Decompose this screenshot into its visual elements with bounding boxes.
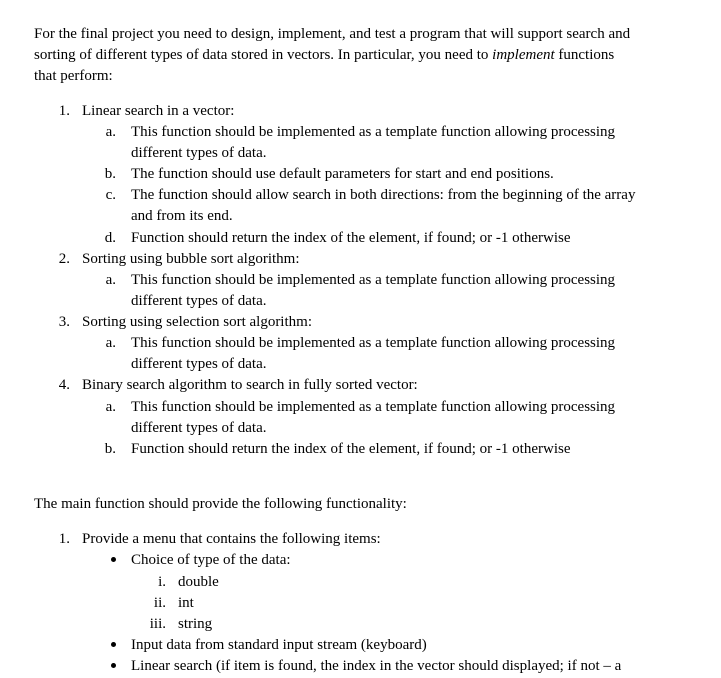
req-4-sub-a-line-1: This function should be implemented as a template function allowing processing [131,399,616,415]
req-4-title: Binary search algorithm to search in fully sorted vector: [82,377,418,393]
req-1-sub-a-line-1: This function should be implemented as a template function allowing processing [131,124,616,140]
req-4-sub-b-line-1: Function should return the index of the element, if found; or -1 otherwise [131,441,571,457]
req-2-marker: 2. [58,251,70,267]
bullet-dot-1 [111,557,116,562]
type-int: int [178,595,194,611]
req-3-sub-a-line-2: different types of data. [131,356,267,372]
req-1-sub-c-line-1: The function should allow search in both directions: from the beginning of the array [131,187,636,203]
bullet-dot-3 [111,663,116,668]
req-4-sub-a-marker: a. [105,399,116,415]
req-1-sub-b-line-1: The function should use default parameters for start and end positions. [131,166,554,182]
req-2-sub-a-marker: a. [105,272,116,288]
intro-line-2-end: functions [554,47,615,63]
bullet-dot-2 [111,642,116,647]
req-3-marker: 3. [58,314,70,330]
intro-emphasis: implement [492,47,555,63]
req-3-title: Sorting using selection sort algorithm: [82,314,312,330]
req-3-sub-a-marker: a. [105,335,116,351]
intro-line-2-text: sorting of different types of data stored in vectors. In particular, you need to [34,47,489,63]
req-1-sub-a-marker: a. [105,124,116,140]
intro-line-2 [34,45,614,66]
type-iii-marker: iii. [149,616,166,632]
req-1-sub-c-line-2: and from its end. [131,208,233,224]
bullet-item-data-type: Choice of type of the data: [131,552,291,568]
intro-line-1: For the final project you need to design, implement, and test a program that will support search and [34,26,631,42]
req-1-marker: 1. [58,103,70,119]
req-1-sub-b-marker: b. [104,166,116,182]
req-1-sub-d-marker: d. [104,230,116,246]
req-3-sub-a-line-1: This function should be implemented as a template function allowing processing [131,335,616,351]
req-4-sub-a-line-2: different types of data. [131,420,267,436]
req-4-marker: 4. [58,377,70,393]
req-4-sub-b-marker: b. [104,441,116,457]
main-section-heading: The main function should provide the following functionality: [34,496,407,512]
req-1-title: Linear search in a vector: [82,103,235,119]
intro-line-3: that perform: [34,68,113,84]
req-1-sub-d-line-1: Function should return the index of the element, if found; or -1 otherwise [131,230,571,246]
req-2-sub-a-line-2: different types of data. [131,293,267,309]
req-1-sub-c-marker: c. [105,187,116,203]
type-double: double [178,574,219,590]
req-2-sub-a-line-1: This function should be implemented as a template function allowing processing [131,272,616,288]
req-1-sub-a-line-2: different types of data. [131,145,267,161]
main-item-1-title: Provide a menu that contains the following items: [82,531,381,547]
req-2-title: Sorting using bubble sort algorithm: [82,251,300,267]
main-item-1-marker: 1. [58,531,70,547]
bullet-item-linear-search: Linear search (if item is found, the index in the vector should displayed; if not – a [131,658,622,674]
type-string: string [178,616,213,632]
type-i-marker: i. [158,574,166,590]
type-ii-marker: ii. [153,595,166,611]
bullet-item-input: Input data from standard input stream (keyboard) [131,637,427,653]
